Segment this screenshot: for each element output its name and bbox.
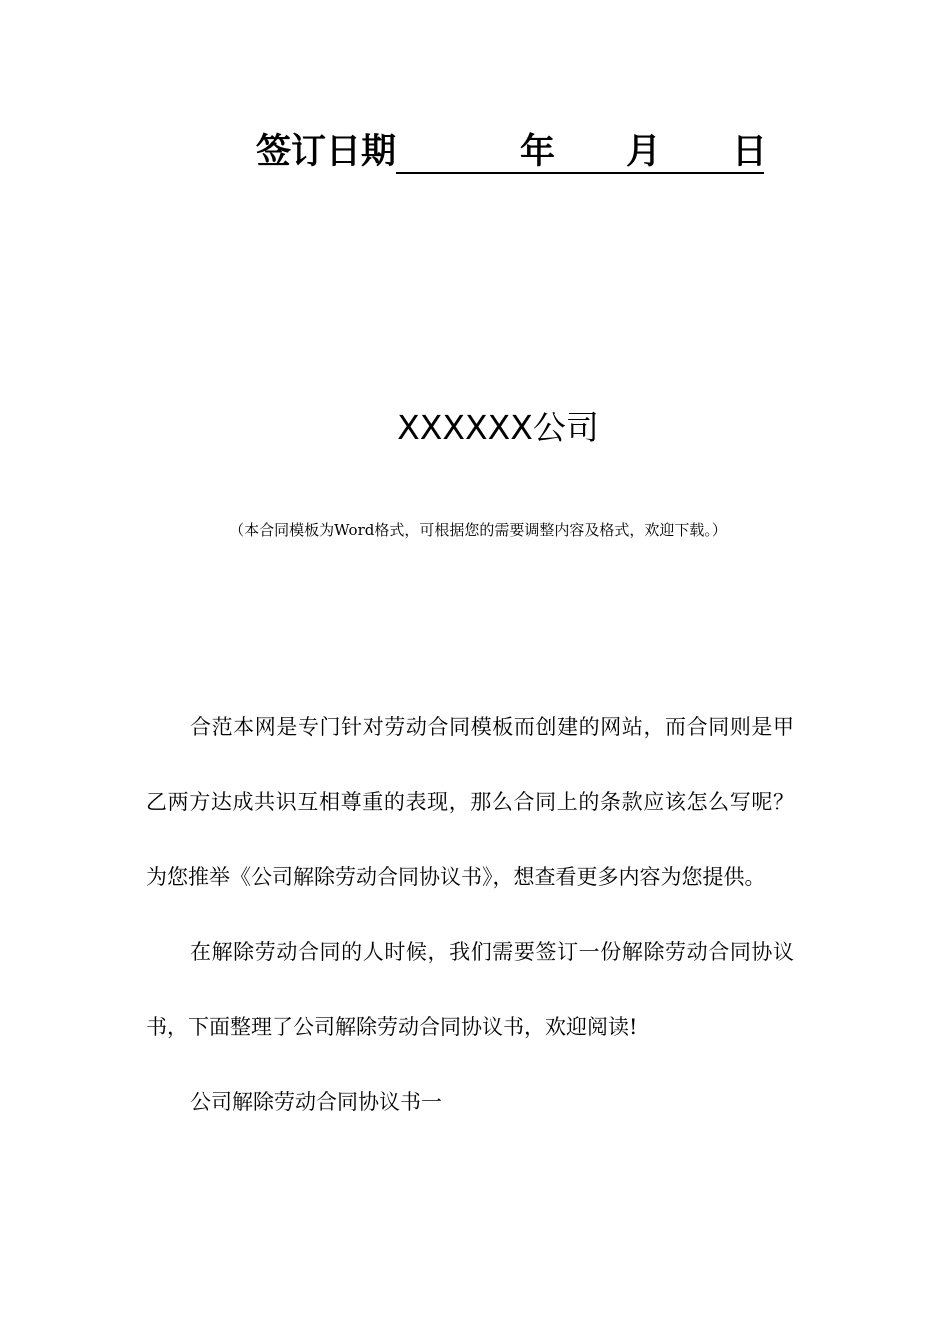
section-heading: 公司解除劳动合同协议书一: [190, 1090, 442, 1114]
company-name: XXXXXX公司: [397, 408, 599, 447]
paragraph-purpose: 在解除劳动合同的人时候，我们需要签订一份解除劳动合同协议书，下面整理了公司解除劳动合同协议书，欢迎阅读!: [146, 940, 794, 1039]
month-label: 月: [626, 132, 662, 172]
date-fill-blank[interactable]: [396, 128, 764, 174]
day-label: 日: [732, 132, 768, 172]
paragraph-intro: 合范本网是专门针对劳动合同模板而创建的网站，而合同则是甲乙两方达成共识互相尊重的表现，那么合同上的条款应该怎么写呢？为您推举《公司解除劳动合同协议书》，想查看更多内容为您提供。: [146, 715, 794, 889]
sign-date-line: [256, 128, 776, 176]
template-note: （本合同模板为Word格式，可根据您的需要调整内容及格式，欢迎下载。）: [229, 521, 727, 539]
year-label: 年: [520, 132, 556, 172]
sign-date-label: 签订日期: [256, 132, 397, 172]
document-body: [146, 690, 794, 1140]
